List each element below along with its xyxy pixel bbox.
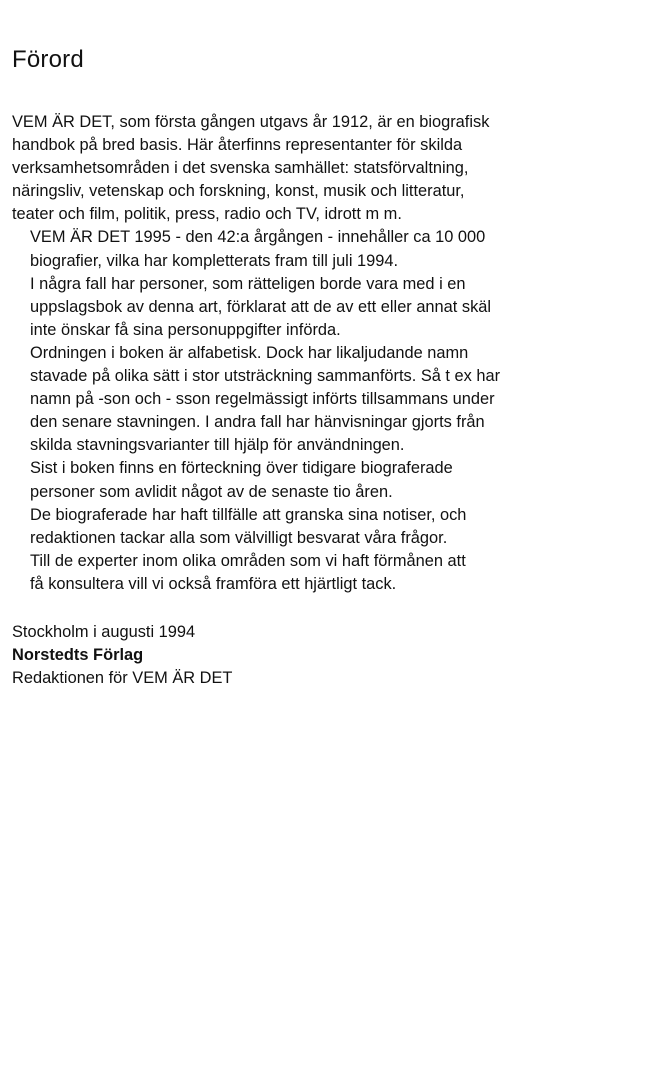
paragraph-line: inte önskar få sina personuppgifter införda. xyxy=(30,320,341,339)
signoff-publisher: Norstedts Förlag xyxy=(12,646,144,665)
preface-body xyxy=(12,111,652,596)
paragraph-line: Ordningen i boken är alfabetisk. Dock har likaljudande namn xyxy=(30,343,469,362)
paragraph-line: VEM ÄR DET 1995 - den 42:a årgången - innehåller ca 10 000 xyxy=(30,228,486,247)
signoff-place-date: Stockholm i augusti 1994 xyxy=(12,623,196,641)
paragraph xyxy=(12,550,652,596)
paragraph-line: biografier, vilka har kompletterats fram till juli 1994. xyxy=(30,251,399,270)
paragraph-line: De biograferade har haft tillfälle att granska sina notiser, och xyxy=(30,505,467,524)
paragraph-line: I några fall har personer, som rätteligen borde vara med i en xyxy=(30,274,466,293)
signoff-editorial: Redaktionen för VEM ÄR DET xyxy=(12,669,233,688)
paragraph-line: stavade på olika sätt i stor utsträckning sammanförts. Så t ex har xyxy=(30,367,501,386)
paragraph xyxy=(12,111,652,226)
signoff-block xyxy=(12,621,232,690)
paragraph-line: namn på -son och - sson regelmässigt införts tillsammans under xyxy=(30,390,495,409)
paragraph-line: personer som avlidit något av de senaste tio åren. xyxy=(30,482,393,501)
paragraph xyxy=(12,457,652,503)
page-title: Förord xyxy=(12,46,84,73)
paragraph-line: VEM ÄR DET, som första gången utgavs år 1912, är en biografisk xyxy=(12,113,490,131)
paragraph-line: handbok på bred basis. Här återfinns representanter för skilda xyxy=(12,136,463,155)
paragraph-line: verksamhetsområden i det svenska samhället: statsförvaltning, xyxy=(12,159,469,178)
paragraph xyxy=(12,342,652,457)
paragraph-line: näringsliv, vetenskap och forskning, konst, musik och litteratur, xyxy=(12,182,465,201)
paragraph-line: uppslagsbok av denna art, förklarat att de av ett eller annat skäl xyxy=(30,297,492,316)
paragraph xyxy=(12,504,652,550)
paragraph-line: Sist i boken finns en förteckning över tidigare biograferade xyxy=(30,459,453,478)
paragraph-line: teater och film, politik, press, radio och TV, idrott m m. xyxy=(12,205,402,224)
paragraph-line: den senare stavningen. I andra fall har hänvisningar gjorts från xyxy=(30,413,485,432)
paragraph xyxy=(12,226,652,272)
paragraph-line: redaktionen tackar alla som välvilligt besvarat våra frågor. xyxy=(30,528,448,547)
paragraph xyxy=(12,273,652,342)
paragraph-line: skilda stavningsvarianter till hjälp för användningen. xyxy=(30,436,405,455)
paragraph-line: få konsultera vill vi också framföra ett hjärtligt tack. xyxy=(30,574,397,593)
paragraph-line: Till de experter inom olika områden som vi haft förmånen att xyxy=(30,551,466,570)
